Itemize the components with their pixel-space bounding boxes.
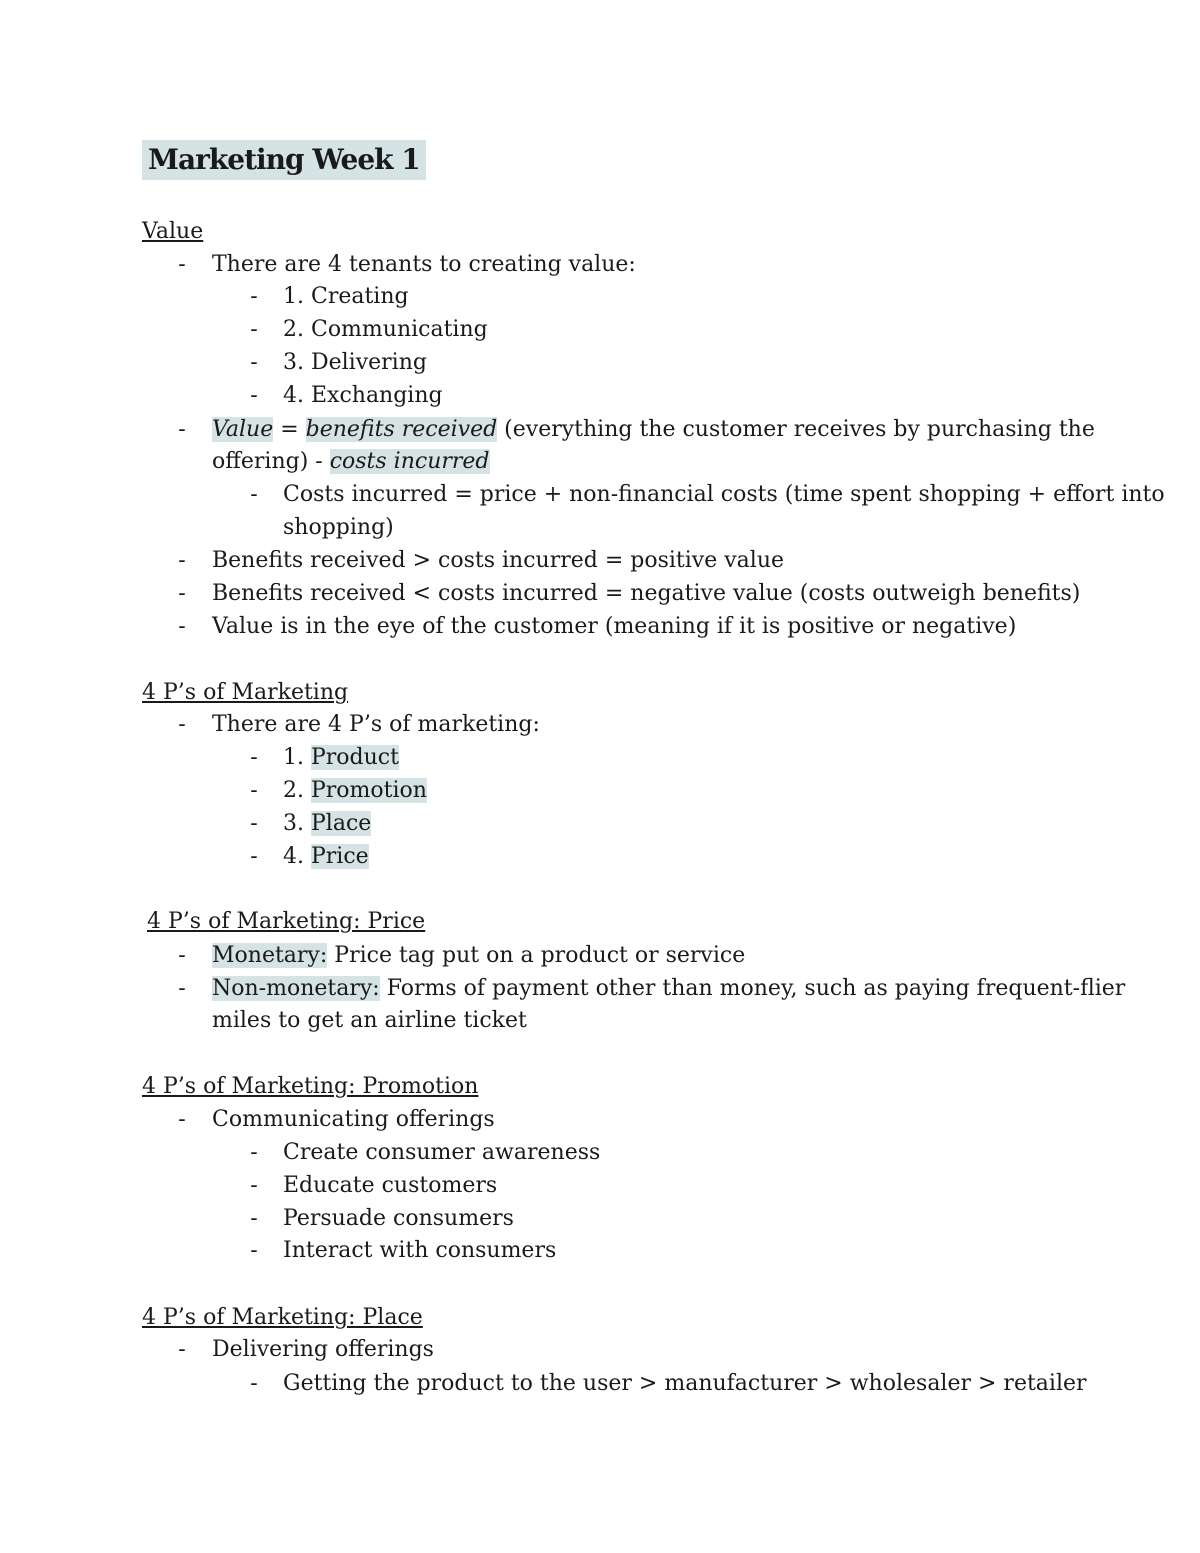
bullet-dash: - [178,548,186,573]
list-item-text: 1. Creating [283,284,409,309]
list-item-continuation [212,446,490,478]
highlight-term: Value [212,417,274,442]
term-description: Price tag put on a product or service [327,943,746,968]
section-heading-place: 4 P’s of Marketing: Place [142,1305,423,1330]
list-item-text: Benefits received < costs incurred = negative value (costs outweigh benefits) [212,581,1081,606]
list-item-text: Persuade consumers [283,1206,514,1231]
bullet-dash: - [178,1107,186,1132]
bullet-dash: - [250,383,258,408]
list-item-text: Communicating offerings [212,1107,495,1132]
formula-equals: = [273,417,306,442]
bullet-dash: - [178,252,186,277]
list-item-text [212,973,1125,1005]
highlight-term: Product [310,745,399,770]
list-item-text: Create consumer awareness [283,1140,601,1165]
list-item-text: 3. Delivering [283,350,427,375]
bullet-dash: - [178,581,186,606]
list-item-text: 4. Exchanging [283,383,443,408]
bullet-dash: - [250,811,258,836]
bullet-dash: - [250,745,258,770]
list-item-text [283,742,399,774]
list-item-continuation: shopping) [283,515,394,540]
list-item-text: 2. Communicating [283,317,488,342]
list-item-text: Educate customers [283,1173,498,1198]
section-heading-promotion: 4 P’s of Marketing: Promotion [142,1074,479,1099]
bullet-dash: - [178,976,186,1001]
bullet-dash: - [250,482,258,507]
list-item-continuation: miles to get an airline ticket [212,1008,527,1033]
list-item-text: Delivering offerings [212,1337,434,1362]
item-number: 3. [283,811,311,836]
bullet-dash: - [178,1337,186,1362]
bullet-dash: - [250,1238,258,1263]
item-number: 4. [283,844,311,869]
highlight-term: Non-monetary: [212,976,380,1001]
item-number: 1. [283,745,311,770]
bullet-dash: - [250,284,258,309]
list-item-text: Value is in the eye of the customer (meaning if it is positive or negative) [212,614,1017,639]
highlight-term: benefits received [305,417,498,442]
term-description: Forms of payment other than money, such as paying frequent-flier [379,976,1126,1001]
bullet-dash: - [250,1206,258,1231]
section-heading-value: Value [142,219,204,244]
list-item-text [283,841,369,873]
highlight-term: Price [310,844,369,869]
bullet-dash: - [250,1371,258,1396]
bullet-dash: - [250,844,258,869]
bullet-dash: - [250,1140,258,1165]
list-item-text: Getting the product to the user > manufacturer > wholesaler > retailer [283,1371,1087,1396]
bullet-dash: - [250,1173,258,1198]
value-formula [212,414,1095,446]
bullet-dash: - [250,778,258,803]
page-title: Marketing Week 1 [142,140,426,180]
section-heading-four-ps: 4 P’s of Marketing [142,680,349,705]
formula-continuation: offering) - [212,449,330,474]
list-item-text: Benefits received > costs incurred = positive value [212,548,785,573]
list-item-text [212,940,745,972]
list-item-text: There are 4 tenants to creating value: [212,252,636,277]
highlight-term: costs incurred [329,449,490,474]
highlight-term: Place [310,811,372,836]
formula-description: (everything the customer receives by purchasing the [497,417,1095,442]
bullet-dash: - [178,614,186,639]
list-item-text [283,808,371,840]
list-item-text [283,775,427,807]
bullet-dash: - [250,317,258,342]
bullet-dash: - [250,350,258,375]
section-heading-price: 4 P’s of Marketing: Price [147,909,426,934]
bullet-dash: - [178,943,186,968]
list-item-text: Interact with consumers [283,1238,557,1263]
highlight-term: Monetary: [212,943,328,968]
list-item-text: There are 4 P’s of marketing: [212,712,540,737]
highlight-term: Promotion [310,778,427,803]
bullet-dash: - [178,712,186,737]
bullet-dash: - [178,417,186,442]
list-item-text: Costs incurred = price + non-financial costs (time spent shopping + effort into [283,482,1165,507]
item-number: 2. [283,778,311,803]
